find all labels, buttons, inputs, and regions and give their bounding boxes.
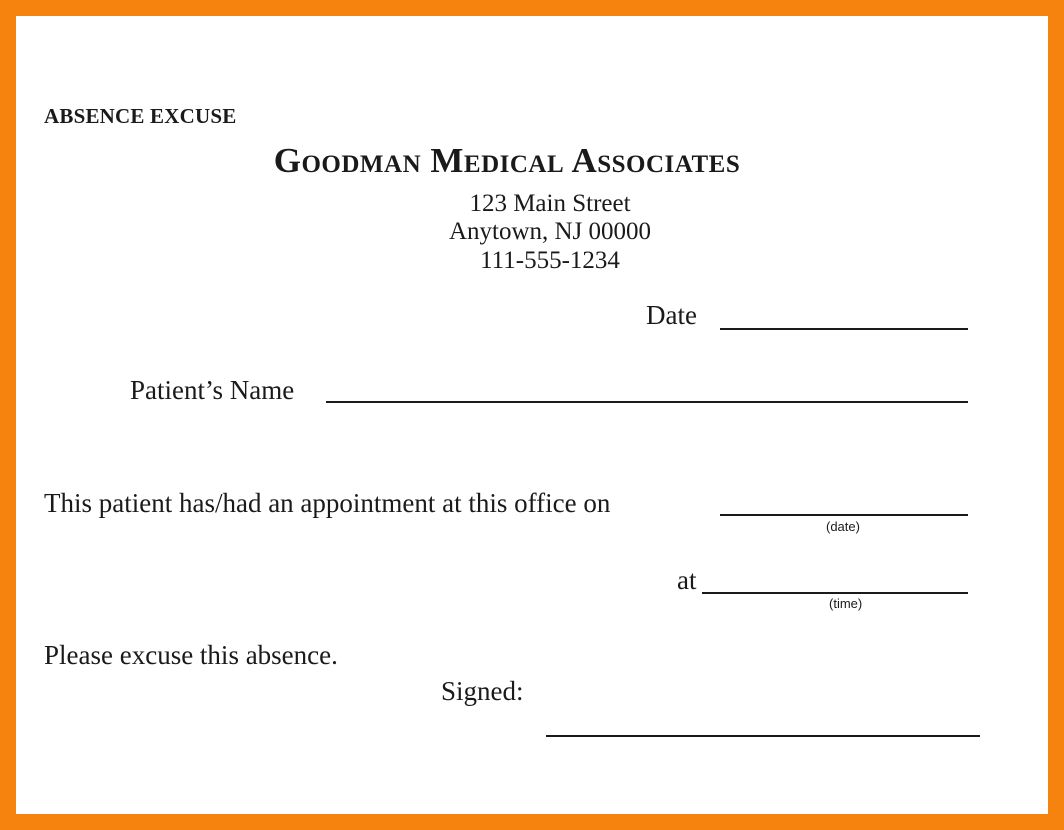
phone-number: 111-555-1234 (480, 247, 620, 274)
patient-name-field-line[interactable] (326, 401, 968, 403)
date-field-line[interactable] (720, 328, 968, 330)
appointment-date-field-line[interactable] (720, 514, 968, 516)
address-city: Anytown, NJ 00000 (448, 218, 652, 245)
signature-field-line[interactable] (546, 735, 980, 737)
appointment-statement: This patient has/had an appointment at this office on (44, 488, 611, 518)
date-hint: (date) (826, 519, 860, 534)
appointment-time-field-line[interactable] (702, 592, 968, 594)
signed-label: Signed: (441, 676, 524, 706)
form-heading: ABSENCE EXCUSE (44, 104, 237, 128)
excuse-statement: Please excuse this absence. (44, 640, 338, 670)
patient-name-label: Patient’s Name (130, 375, 295, 405)
date-label: Date (646, 300, 697, 330)
address-street: 123 Main Street (469, 190, 631, 217)
at-label: at (677, 565, 697, 595)
time-hint: (time) (829, 596, 863, 611)
clinic-name: Goodman Medical Associates (273, 141, 741, 180)
